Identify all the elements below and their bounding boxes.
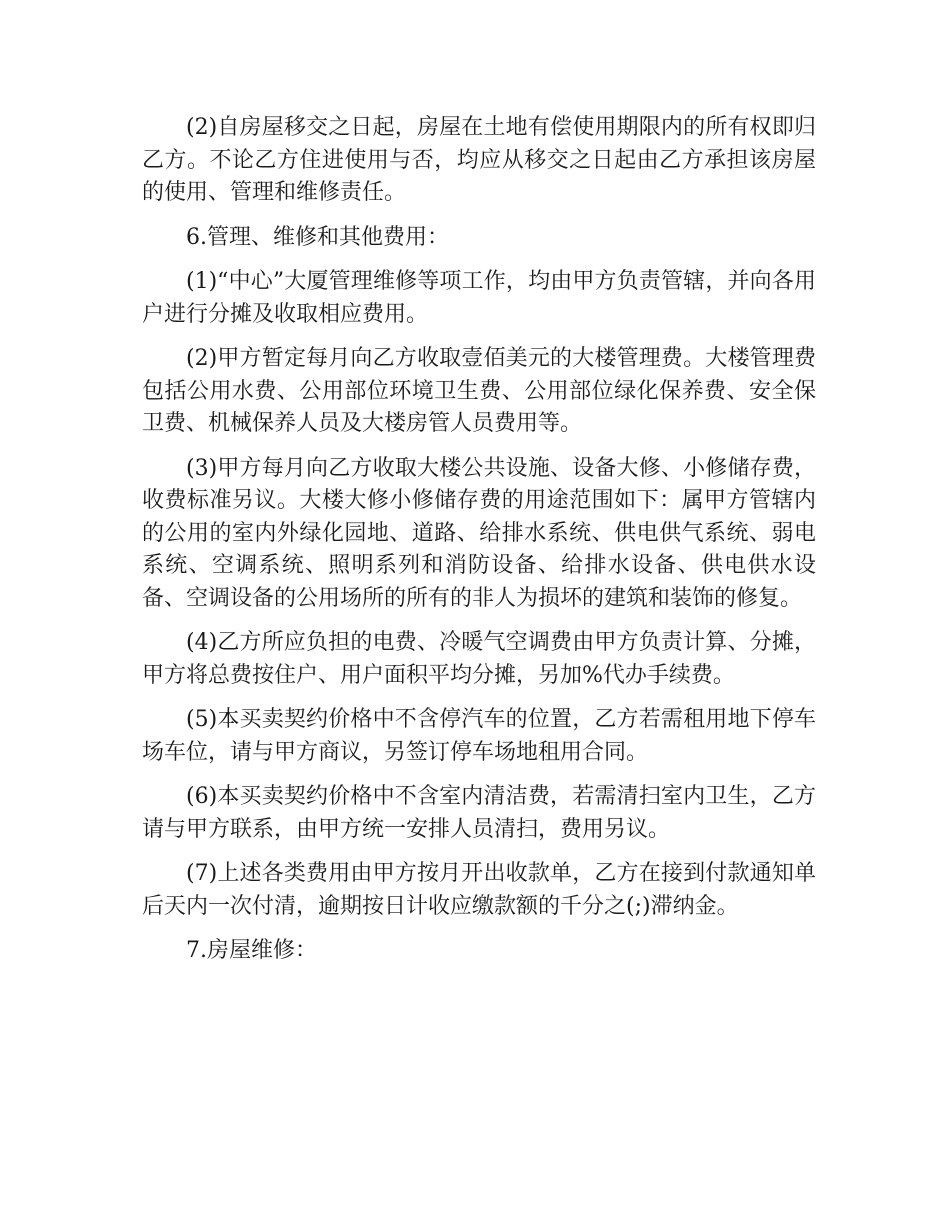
paragraph-payment-terms: (7)上述各类费用由甲方按月开出收款单，乙方在接到付款通知单后天内一次付清，逾期按日计收应缴款额的千分之(;)滞纳金。 [142,861,816,919]
section-heading-management-fees: 6.管理、维修和其他费用： [186,224,449,250]
paragraph-management-fee: (2)甲方暂定每月向乙方收取壹佰美元的大楼管理费。大楼管理费包括公用水费、公用部位环境卫生费、公用部位绿化保养费、安全保卫费、机械保养人员及大楼房管人员费用等。 [142,346,816,436]
paragraph-ownership-transfer: (2)自房屋移交之日起，房屋在土地有偿使用期限内的所有权即归乙方。不论乙方住进使用与否，均应从移交之日起由乙方承担该房屋的使用、管理和维修责任。 [142,115,816,205]
paragraph-management-duty: (1)“中心”大厦管理维修等项工作，均由甲方负责管辖，并向各用户进行分摊及收取相应费用。 [142,269,816,327]
paragraph-repair-reserve-fee: (3)甲方每月向乙方收取大楼公共设施、设备大修、小修储存费，收费标准另议。大楼大修小修储存费的用途范围如下：属甲方管辖内的公用的室内外绿化园地、道路、给排水系统、供电供气系统、弱电系统、空调系统、照明系列和消防设备、给排水设备、供电供水设备、空调设备的公用场所的所有的非人为损坏的建筑和装饰的修复。 [142,455,816,611]
paragraph-utility-fees: (4)乙方所应负担的电费、冷暖气空调费由甲方负责计算、分摊，甲方将总费按住户、用户面积平均分摊，另加%代办手续费。 [142,630,816,688]
paragraph-cleaning: (6)本买卖契约价格中不含室内清洁费，若需清扫室内卫生，乙方请与甲方联系，由甲方统一安排人员清扫，费用另议。 [142,784,816,842]
paragraph-parking: (5)本买卖契约价格中不含停汽车的位置，乙方若需租用地下停车场车位，请与甲方商议，另签订停车场地租用合同。 [142,707,816,765]
document-body [142,112,816,980]
section-heading-house-repair: 7.房屋维修： [186,938,317,963]
